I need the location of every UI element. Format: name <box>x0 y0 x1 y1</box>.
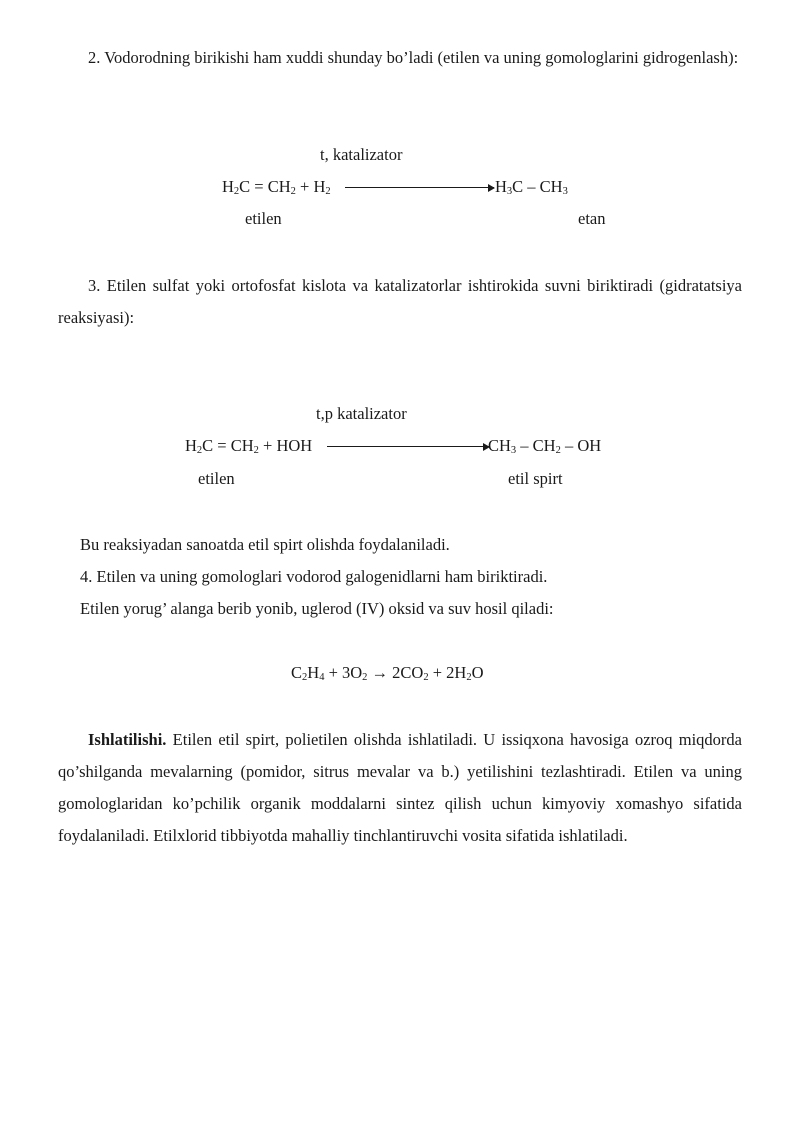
eq2-reactants: $H_2C = CH_2$ + HOH <box>185 436 313 456</box>
eq2-arrow <box>327 446 489 447</box>
paragraph-usage <box>58 724 742 852</box>
usage-text: Etilen etil spirt, polietilen olishda ishlatiladi. U issiqxona havosiga ozroq miqdorda qo’shilganda mevalarning (pomidor, sitrus mevalar va b.) yetilishini tezlashtiradi. Etilen va uning gomologlaridan ko’pchilik organik moddalarni sintez qilish uchun kimyoviy xomashyo sifatida foydalaniladi. Etilxlorid tibbiyotda mahalliy tinchlantiruvchi vosita sifatida ishlatiladi. <box>58 730 742 845</box>
paragraph-hydrogenation: 2. Vodorodning birikishi ham xuddi shunday bo’ladi (etilen va uning gomologlarini gidrogenlash): <box>88 48 739 67</box>
eq2-products: $CH_3 - CH_2$ – OH <box>488 436 602 456</box>
eq1-condition: t, katalizator <box>320 145 403 164</box>
eq1-arrow <box>345 187 494 188</box>
eq1-reactants: $H_2C = CH_2 + H_2$ <box>222 177 331 197</box>
eq1-right-name: etan <box>578 209 606 228</box>
text-line-ethanol: Bu reaksiyadan sanoatda etil spirt olishda foydalaniladi. <box>80 535 450 554</box>
paragraph-hydration: 3. Etilen sulfat yoki ortofosfat kislota va katalizatorlar ishtirokida suvni biriktiradi (gidratatsiya reaksiyasi): <box>58 276 742 327</box>
eq2-condition: t,p katalizator <box>316 404 407 423</box>
usage-heading: Ishlatilishi. <box>88 730 167 749</box>
eq2-right-name: etil spirt <box>508 469 563 488</box>
eq2-left-name: etilen <box>198 469 235 488</box>
text-line-combustion: Etilen yorug’ alanga berib yonib, uglerod (IV) oksid va suv hosil qiladi: <box>80 599 554 618</box>
text-line-halides: 4. Etilen va uning gomologlari vodorod galogenidlarni ham biriktiradi. <box>80 567 548 586</box>
eq3-combustion: $C_2H_4 + 3O_2 \to 2CO_2 + 2H_2O$ <box>291 663 484 683</box>
eq1-left-name: etilen <box>245 209 282 228</box>
eq1-products: $H_3C - CH_3$ <box>495 177 568 197</box>
